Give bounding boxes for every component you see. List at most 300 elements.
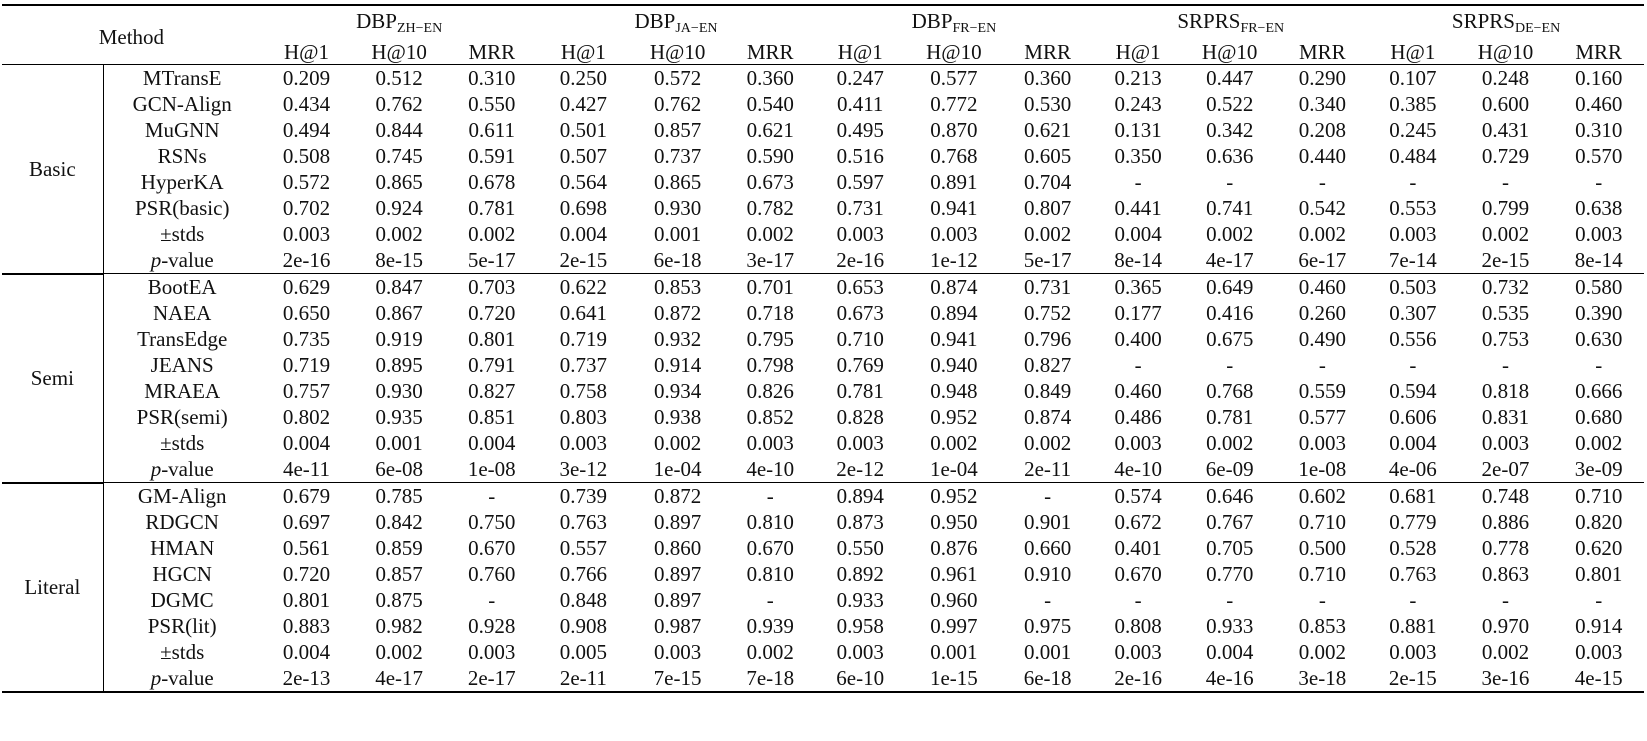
table-cell: 3e-17 xyxy=(746,248,795,272)
table-cell: 0.757 xyxy=(282,379,331,403)
table-cell: 0.431 xyxy=(1481,118,1530,142)
table-cell: - xyxy=(1409,588,1417,612)
table-cell: 2e-12 xyxy=(836,457,885,481)
table-cell: 0.003 xyxy=(1575,640,1623,664)
table-cell: 0.982 xyxy=(375,614,423,638)
metric-header: H@1 xyxy=(560,40,606,64)
table-cell: 0.702 xyxy=(282,196,331,220)
table-cell: 0.763 xyxy=(559,510,607,534)
table-cell: 0.484 xyxy=(1389,144,1437,168)
table-row xyxy=(2,221,1644,247)
table-cell: 0.535 xyxy=(1481,301,1530,325)
table-cell: 0.857 xyxy=(653,118,702,142)
table-cell: 0.848 xyxy=(559,588,607,612)
table-cell: 0.209 xyxy=(261,65,353,92)
table-row xyxy=(2,404,1644,430)
table-cell: 0.550 xyxy=(836,536,884,560)
table-cell: - xyxy=(1595,170,1603,194)
table-cell: 0.827 xyxy=(468,379,516,403)
table-cell: 0.673 xyxy=(746,170,794,194)
table-cell: 0.941 xyxy=(930,196,978,220)
table-cell: 0.003 xyxy=(836,640,884,664)
table-cell: 6e-18 xyxy=(1002,665,1094,692)
table-cell: 0.340 xyxy=(1298,92,1346,116)
table-cell: 0.799 xyxy=(1481,196,1530,220)
method-name: TransEdge xyxy=(137,327,228,351)
method-name-italic: p xyxy=(150,248,162,272)
table-cell: 0.360 xyxy=(726,65,814,92)
table-cell: 0.310 xyxy=(446,65,538,92)
table-cell: 0.758 xyxy=(559,379,607,403)
table-cell: 0.745 xyxy=(375,144,423,168)
table-cell: 0.948 xyxy=(930,379,978,403)
table-cell: 0.748 xyxy=(1458,483,1554,510)
table-cell: 0.901 xyxy=(1023,510,1072,534)
table-cell: 0.960 xyxy=(930,588,978,612)
table-cell: - xyxy=(1002,483,1094,510)
table-cell: 0.704 xyxy=(1023,170,1072,194)
table-cell: 0.004 xyxy=(282,640,331,664)
table-cell: 0.847 xyxy=(352,274,446,301)
table-cell: 0.863 xyxy=(1481,562,1530,586)
table-cell: - xyxy=(726,483,814,510)
dataset-subscript: DE−EN xyxy=(1514,21,1561,36)
table-cell: 0.003 xyxy=(1298,431,1346,455)
table-cell: 0.952 xyxy=(930,405,978,429)
table-cell: 0.778 xyxy=(1481,536,1530,560)
table-cell: 0.447 xyxy=(1183,65,1277,92)
table-cell: 0.672 xyxy=(1114,510,1162,534)
table-cell: 4e-11 xyxy=(282,457,331,481)
table-cell: - xyxy=(766,588,774,612)
table-cell: 0.732 xyxy=(1458,274,1554,301)
table-cell: 0.818 xyxy=(1481,379,1530,403)
table-cell: 0.729 xyxy=(1481,144,1530,168)
table-cell: 0.107 xyxy=(1368,65,1457,92)
table-cell: 0.486 xyxy=(1114,405,1162,429)
dataset-name: SRPRS xyxy=(1177,9,1241,33)
method-name: HGCN xyxy=(152,562,212,586)
table-cell: 0.762 xyxy=(653,92,702,116)
table-cell: 0.460 xyxy=(1575,92,1623,116)
table-cell: 0.564 xyxy=(559,170,607,194)
table-cell: 0.600 xyxy=(1481,92,1530,116)
table-cell: 0.737 xyxy=(653,144,702,168)
table-cell: 0.577 xyxy=(1298,405,1346,429)
table-cell: 0.003 xyxy=(1114,431,1162,455)
table-cell: 0.801 xyxy=(1575,562,1623,586)
table-cell: 0.629 xyxy=(261,274,353,301)
table-cell: - xyxy=(1595,353,1603,377)
table-cell: 0.003 xyxy=(1389,640,1437,664)
table-cell: 0.770 xyxy=(1206,562,1254,586)
table-cell: 0.808 xyxy=(1114,614,1162,638)
table-cell: - xyxy=(1044,588,1052,612)
table-cell: - xyxy=(1226,588,1234,612)
table-cell: 0.427 xyxy=(559,92,607,116)
table-cell: 0.660 xyxy=(1023,536,1072,560)
table-cell: 0.950 xyxy=(930,510,978,534)
dataset-name: DBP xyxy=(356,9,397,33)
table-cell: 0.934 xyxy=(653,379,702,403)
table-cell: 0.001 xyxy=(653,222,702,246)
table-cell: 0.872 xyxy=(653,301,702,325)
method-name: JEANS xyxy=(150,353,214,377)
method-name-rest: -value xyxy=(161,248,214,272)
table-cell: 2e-15 xyxy=(559,248,608,272)
table-cell: 0.720 xyxy=(282,562,331,586)
table-cell: 0.810 xyxy=(746,562,794,586)
table-cell: 6e-08 xyxy=(375,457,424,481)
table-cell: 0.416 xyxy=(1206,301,1254,325)
table-cell: 0.411 xyxy=(836,92,884,116)
table-cell: 0.766 xyxy=(559,562,607,586)
table-cell: 6e-17 xyxy=(1298,248,1347,272)
table-row xyxy=(2,456,1644,483)
table-cell: - xyxy=(1318,170,1326,194)
table-cell: 0.602 xyxy=(1277,483,1369,510)
table-cell: 0.894 xyxy=(814,483,906,510)
table-cell: - xyxy=(1409,353,1417,377)
table-header xyxy=(2,5,1644,65)
table-cell: 0.572 xyxy=(282,170,331,194)
table-cell: 0.701 xyxy=(726,274,814,301)
table-cell: 0.441 xyxy=(1114,196,1162,220)
table-cell: 0.678 xyxy=(468,170,516,194)
table-cell: 0.844 xyxy=(375,118,423,142)
table-cell: 0.002 xyxy=(1023,431,1072,455)
table-cell: 0.507 xyxy=(559,144,607,168)
method-name: PSR(basic) xyxy=(134,196,230,220)
table-cell: - xyxy=(1318,353,1326,377)
table-cell: - xyxy=(488,588,496,612)
table-cell: 2e-11 xyxy=(1024,457,1072,481)
table-cell: 0.621 xyxy=(1023,118,1072,142)
dataset-header xyxy=(538,5,815,40)
table-cell: - xyxy=(1501,353,1509,377)
table-cell: 0.572 xyxy=(629,65,726,92)
table-cell: 0.941 xyxy=(930,327,978,351)
method-name: NAEA xyxy=(153,301,212,325)
table-cell: 0.970 xyxy=(1481,614,1530,638)
table-cell: 3e-18 xyxy=(1277,665,1369,692)
table-cell: 0.779 xyxy=(1389,510,1437,534)
table-cell: 0.670 xyxy=(1114,562,1162,586)
table-cell: 0.390 xyxy=(1575,301,1623,325)
table-cell: 8e-15 xyxy=(375,248,424,272)
table-cell: 1e-15 xyxy=(906,665,1002,692)
table-cell: 0.679 xyxy=(261,483,353,510)
dataset-subscript: FR−EN xyxy=(1240,21,1285,36)
dataset-subscript: FR−EN xyxy=(952,21,997,36)
dataset-subscript: ZH−EN xyxy=(396,21,443,36)
metric-header: H@10 xyxy=(371,40,427,64)
table-cell: 4e-06 xyxy=(1388,457,1437,481)
table-cell: 0.720 xyxy=(468,301,516,325)
table-cell: 0.208 xyxy=(1298,118,1346,142)
dataset-name: SRPRS xyxy=(1451,9,1515,33)
table-cell: 0.703 xyxy=(446,274,538,301)
table-row xyxy=(2,378,1644,404)
table-cell: 0.826 xyxy=(746,379,794,403)
table-cell: 0.914 xyxy=(653,353,702,377)
table-cell: 0.002 xyxy=(1481,640,1530,664)
table-cell: 3e-12 xyxy=(559,457,608,481)
table-cell: 0.698 xyxy=(559,196,607,220)
table-cell: 0.802 xyxy=(282,405,331,429)
dataset-subscript: JA−EN xyxy=(675,21,718,36)
table-cell: 5e-17 xyxy=(1023,248,1072,272)
method-name: MuGNN xyxy=(144,118,220,142)
table-cell: 0.873 xyxy=(836,510,884,534)
table-cell: 0.870 xyxy=(930,118,978,142)
results-table xyxy=(2,4,1644,693)
table-cell: 2e-17 xyxy=(446,665,538,692)
table-cell: 0.933 xyxy=(1206,614,1254,638)
table-cell: 0.621 xyxy=(746,118,794,142)
table-cell: 0.245 xyxy=(1389,118,1437,142)
table-cell: 1e-08 xyxy=(467,457,516,481)
table-cell: 0.803 xyxy=(559,405,607,429)
table-cell: 0.782 xyxy=(746,196,794,220)
table-cell: 0.881 xyxy=(1389,614,1437,638)
table-cell: 0.002 xyxy=(468,222,516,246)
method-name-italic: p xyxy=(150,457,162,481)
table-cell: 0.594 xyxy=(1389,379,1437,403)
table-cell: 0.003 xyxy=(836,431,884,455)
table-cell: 0.710 xyxy=(1553,483,1644,510)
table-cell: 0.798 xyxy=(746,353,794,377)
table-cell: 0.697 xyxy=(282,510,331,534)
table-cell: 0.801 xyxy=(468,327,516,351)
table-cell: 0.675 xyxy=(1206,327,1254,351)
table-cell: 0.557 xyxy=(559,536,607,560)
table-cell: 0.003 xyxy=(282,222,331,246)
method-name: ±stds xyxy=(160,431,205,455)
table-cell: 0.897 xyxy=(653,588,702,612)
method-name-rest: -value xyxy=(161,666,214,690)
table-cell: 0.002 xyxy=(1298,640,1346,664)
table-cell: 0.002 xyxy=(1206,431,1254,455)
table-row xyxy=(2,509,1644,535)
table-cell: 0.003 xyxy=(559,431,607,455)
table-cell: 0.666 xyxy=(1575,379,1623,403)
table-cell: 0.867 xyxy=(375,301,423,325)
table-cell: 0.641 xyxy=(559,301,607,325)
table-cell: 1e-08 xyxy=(1298,457,1347,481)
table-cell: 0.003 xyxy=(1481,431,1530,455)
table-cell: 0.003 xyxy=(1114,640,1162,664)
table-cell: 0.930 xyxy=(653,196,702,220)
table-cell: 0.440 xyxy=(1298,144,1346,168)
dataset-header xyxy=(1093,5,1368,40)
method-name: GM-Align xyxy=(103,483,261,510)
table-cell: 0.763 xyxy=(1389,562,1437,586)
table-cell: 0.670 xyxy=(746,536,794,560)
table-cell: 0.400 xyxy=(1114,327,1162,351)
table-cell: 0.939 xyxy=(746,614,794,638)
table-cell: 0.556 xyxy=(1389,327,1437,351)
metric-header: MRR xyxy=(1024,40,1071,64)
table-cell: 0.760 xyxy=(468,562,516,586)
table-cell: 1e-04 xyxy=(929,457,978,481)
table-body xyxy=(2,65,1644,693)
table-cell: 7e-15 xyxy=(629,665,726,692)
table-cell: 0.875 xyxy=(375,588,423,612)
table-cell: 0.718 xyxy=(746,301,794,325)
table-cell: 0.910 xyxy=(1023,562,1072,586)
table-row xyxy=(2,561,1644,587)
table-cell: 0.574 xyxy=(1093,483,1182,510)
table-cell: 0.670 xyxy=(468,536,516,560)
table-cell: 0.719 xyxy=(559,327,607,351)
table-cell: 4e-10 xyxy=(1114,457,1163,481)
table-row xyxy=(2,352,1644,378)
table-cell: 0.828 xyxy=(836,405,884,429)
table-cell: 0.857 xyxy=(375,562,423,586)
table-cell: 0.005 xyxy=(559,640,607,664)
table-cell: 0.160 xyxy=(1553,65,1644,92)
metric-header: H@10 xyxy=(1201,40,1258,64)
table-cell: 2e-07 xyxy=(1481,457,1530,481)
table-cell: 0.002 xyxy=(1481,222,1530,246)
table-cell: 4e-16 xyxy=(1183,665,1277,692)
table-row xyxy=(2,169,1644,195)
table-cell: 0.731 xyxy=(836,196,884,220)
table-cell: 2e-16 xyxy=(836,248,885,272)
table-cell: - xyxy=(1501,170,1509,194)
table-cell: 4e-10 xyxy=(746,457,795,481)
table-cell: 0.597 xyxy=(836,170,884,194)
table-cell: 0.002 xyxy=(1206,222,1254,246)
table-cell: 0.003 xyxy=(653,640,702,664)
table-cell: 0.987 xyxy=(653,614,702,638)
table-cell: - xyxy=(1226,170,1234,194)
table-cell: 0.932 xyxy=(653,327,702,351)
table-cell: 0.952 xyxy=(906,483,1002,510)
table-cell: 0.591 xyxy=(468,144,516,168)
table-cell: 0.710 xyxy=(1298,562,1346,586)
table-cell: 0.500 xyxy=(1298,536,1346,560)
table-cell: 0.495 xyxy=(836,118,884,142)
table-row xyxy=(2,665,1644,692)
table-cell: 0.247 xyxy=(814,65,906,92)
table-cell: 0.004 xyxy=(559,222,607,246)
group-label: Basic xyxy=(2,65,103,274)
table-cell: 0.928 xyxy=(468,614,516,638)
table-cell: 0.673 xyxy=(836,301,884,325)
table-cell: 0.004 xyxy=(468,431,516,455)
table-cell: - xyxy=(1318,588,1326,612)
table-cell: 1e-04 xyxy=(653,457,702,481)
table-row xyxy=(2,247,1644,274)
table-cell: 0.762 xyxy=(375,92,423,116)
table-cell: 1e-12 xyxy=(929,248,978,272)
table-row xyxy=(2,483,1644,510)
method-name xyxy=(103,665,261,692)
dataset-header xyxy=(814,5,1093,40)
table-cell: 0.250 xyxy=(538,65,630,92)
table-cell: 0.570 xyxy=(1575,144,1623,168)
table-cell: 0.930 xyxy=(375,379,423,403)
table-cell: 0.895 xyxy=(375,353,423,377)
table-cell: 0.768 xyxy=(1206,379,1254,403)
table-row xyxy=(2,195,1644,221)
table-cell: 0.636 xyxy=(1206,144,1254,168)
dataset-header xyxy=(1368,5,1644,40)
table-cell: 0.767 xyxy=(1206,510,1254,534)
table-cell: 0.810 xyxy=(746,510,794,534)
table-cell: 0.739 xyxy=(538,483,630,510)
method-name: MRAEA xyxy=(144,379,221,403)
table-cell: 0.530 xyxy=(1023,92,1072,116)
table-cell: 0.752 xyxy=(1023,301,1072,325)
table-cell: 3e-09 xyxy=(1574,457,1623,481)
table-row xyxy=(2,430,1644,456)
table-cell: 0.750 xyxy=(468,510,516,534)
table-row xyxy=(2,117,1644,143)
table-cell: 0.737 xyxy=(559,353,607,377)
table-cell: 0.795 xyxy=(746,327,794,351)
table-row xyxy=(2,143,1644,169)
table-cell: 0.781 xyxy=(836,379,884,403)
table-cell: 0.342 xyxy=(1206,118,1254,142)
table-cell: 0.772 xyxy=(930,92,978,116)
metric-header: H@1 xyxy=(1115,40,1161,64)
table-cell: 0.503 xyxy=(1368,274,1457,301)
metric-header: H@1 xyxy=(837,40,883,64)
table-cell: 0.897 xyxy=(653,562,702,586)
table-cell: - xyxy=(1134,170,1142,194)
table-cell: 0.680 xyxy=(1575,405,1623,429)
method-header: Method xyxy=(98,25,165,49)
table-cell: 0.385 xyxy=(1389,92,1437,116)
table-cell: 0.886 xyxy=(1481,510,1530,534)
table-cell: 0.003 xyxy=(836,222,884,246)
table-cell: 0.611 xyxy=(468,118,516,142)
table-cell: 0.872 xyxy=(629,483,726,510)
table-cell: 0.131 xyxy=(1114,118,1162,142)
table-cell: - xyxy=(1134,353,1142,377)
table-cell: 0.577 xyxy=(906,65,1002,92)
table-cell: 0.243 xyxy=(1114,92,1162,116)
table-cell: 7e-18 xyxy=(726,665,814,692)
table-cell: 0.004 xyxy=(282,431,331,455)
table-cell: 0.003 xyxy=(930,222,978,246)
table-cell: 0.630 xyxy=(1575,327,1623,351)
table-cell: 0.891 xyxy=(930,170,978,194)
table-cell: 0.606 xyxy=(1389,405,1437,429)
table-cell: 0.874 xyxy=(1023,405,1072,429)
table-cell: 0.002 xyxy=(653,431,702,455)
dataset-name: DBP xyxy=(911,9,953,33)
table-cell: 0.653 xyxy=(814,274,906,301)
table-cell: 4e-15 xyxy=(1553,665,1644,692)
table-cell: 0.908 xyxy=(559,614,607,638)
table-cell: 0.705 xyxy=(1206,536,1254,560)
table-cell: 0.002 xyxy=(746,640,794,664)
table-cell: 2e-15 xyxy=(1368,665,1457,692)
method-name: GCN-Align xyxy=(132,92,232,116)
method-name xyxy=(103,456,261,483)
table-cell: 0.938 xyxy=(653,405,702,429)
table-cell: 0.004 xyxy=(1206,640,1254,664)
table-cell: 0.004 xyxy=(1389,431,1437,455)
table-cell: 0.307 xyxy=(1389,301,1437,325)
table-cell: 0.753 xyxy=(1481,327,1530,351)
table-cell: 0.002 xyxy=(1023,222,1072,246)
dataset-name: DBP xyxy=(634,9,676,33)
